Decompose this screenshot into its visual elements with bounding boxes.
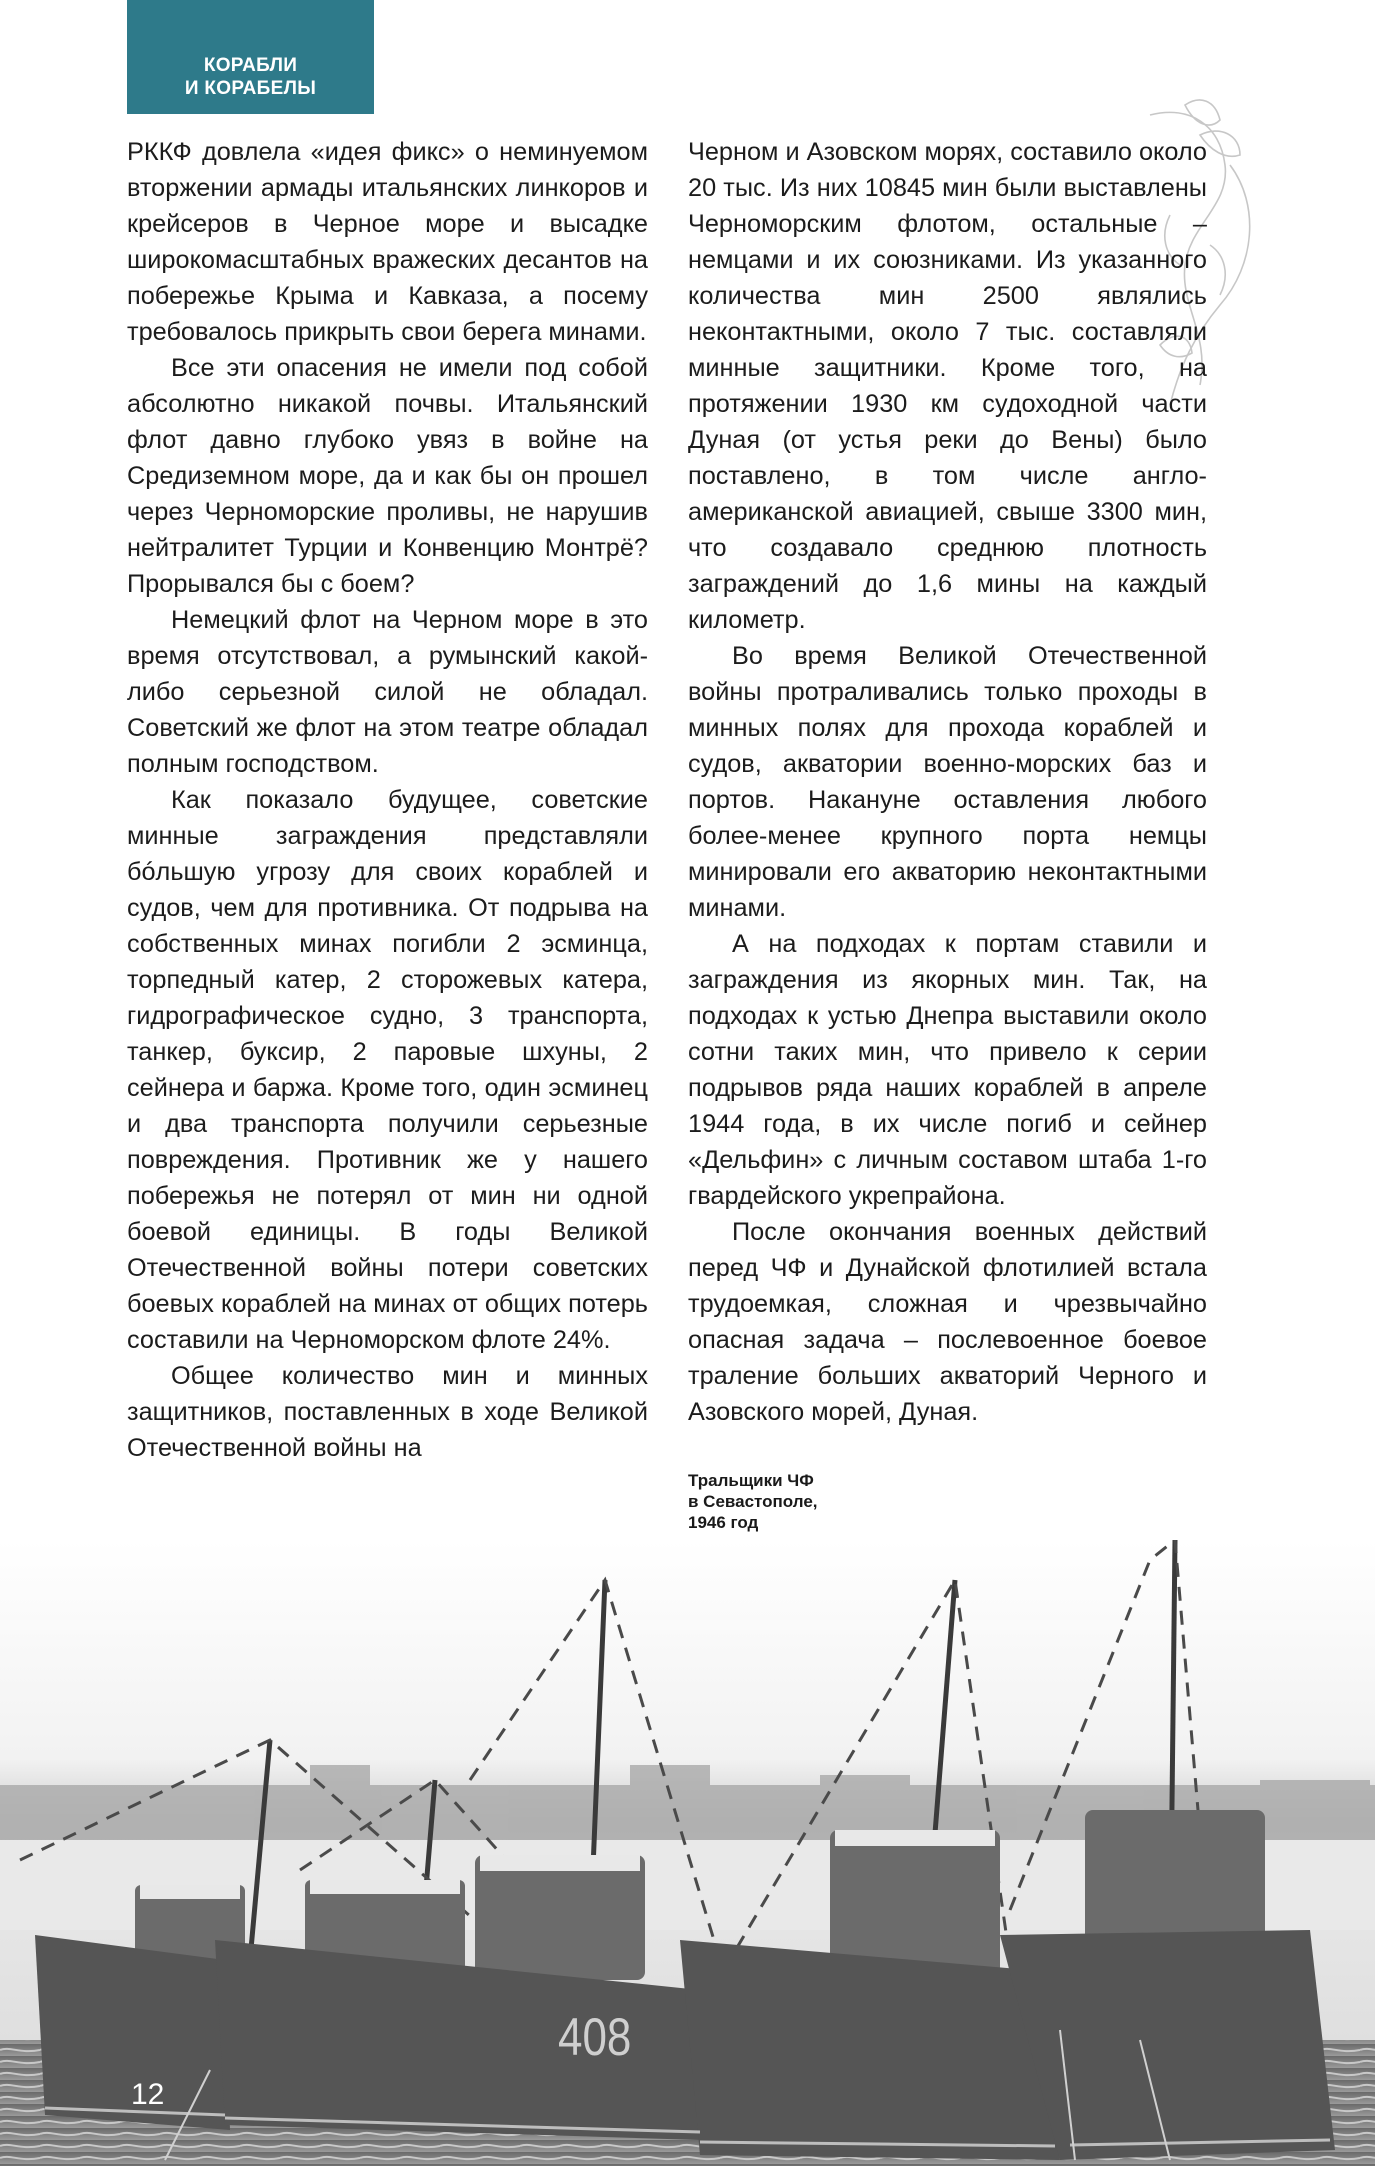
paragraph: Черном и Азовском морях, составило около 20 тыс. Из них 10845 мин были выставлены Черноморским флотом, остальные – немцами и их союзниками. Из указанного количества мин 2500 являлись неконтактными, около 7 тыс. составляли минные защитники. Кроме того, на протяжении 1930 км судоходной части Дуная (от устья реки до Вены) было поставлено, в том числе англо-американской авиацией, свыше 3300 мин, что создавало среднюю плотность заграждений до 1,6 мины на каждый километр. bbox=[688, 138, 1207, 634]
caption-line: в Севастополе, bbox=[688, 1492, 818, 1511]
article-column-left bbox=[127, 134, 648, 1466]
caption-line: 1946 год bbox=[688, 1513, 759, 1532]
paragraph: Как показало будущее, советские минные заграждения представляли бóльшую угрозу для своих кораблей и судов, чем для противника. От подрыва на собственных минах погибли 2 эсминца, торпедный катер, 2 сторожевых катера, гидрографическое судно, 3 транспорта, танкер, буксир, 2 паровые шхуны, 2 сейнера и баржа. Кроме того, один эсминец и два транспорта получили серьезные повреждения. Противник же у нашего побережья не потерял от мин ни одной боевой единицы. В годы Великой Отечественной войны потери советских боевых кораблей на минах от общих потерь составили на Черноморском флоте 24%. bbox=[127, 786, 648, 1354]
section-badge bbox=[127, 0, 374, 114]
paragraph: А на подходах к портам ставили и заграждения из якорных мин. Так, на подходах к устью Днепра выставили около сотни таких мин, что привело к серии подрывов ряда наших кораблей в апреле 1944 года, в их числе погиб и сейнер «Дельфин» с личным составом штаба 1-го гвардейского укрепрайона. bbox=[688, 930, 1207, 1210]
paragraph: Общее количество мин и минных защитников, поставленных в ходе Великой Отечественной войны на bbox=[127, 1362, 648, 1462]
paragraph: Немецкий флот на Черном море в это время отсутствовал, а румынский какой-либо серьезной силой не обладал. Советский же флот на этом театре обладал полным господством. bbox=[127, 606, 648, 778]
paragraph: Во время Великой Отечественной войны протраливались только проходы в минных полях для прохода кораблей и судов, акватории военно-морских баз и портов. Накануне оставления любого более-менее крупного порта немцы минировали его акваторию неконтактными минами. bbox=[688, 642, 1207, 922]
minesweepers-photo bbox=[0, 1540, 1375, 2166]
paragraph: Все эти опасения не имели под собой абсолютно никакой почвы. Итальянский флот давно глубоко увяз в войне на Средиземном море, да и как бы он прошел через Черноморские проливы, не нарушив нейтралитет Турции и Конвенцию Монтрё? Прорывался бы с боем? bbox=[127, 354, 648, 598]
hull-number: 408 bbox=[558, 2008, 632, 2067]
paragraph: После окончания военных действий перед ЧФ и Дунайской флотилией встала трудоемкая, сложная и чрезвычайно опасная задача – послевоенное боевое траление больших акваторий Черного и Азовского морей, Дуная. bbox=[688, 1218, 1207, 1426]
photo-caption bbox=[688, 1470, 908, 1533]
caption-line: Тральщики ЧФ bbox=[688, 1471, 814, 1490]
section-title-line2: И КОРАБЕЛЫ bbox=[184, 78, 317, 99]
section-title-line1: КОРАБЛИ bbox=[203, 55, 298, 76]
article-column-right bbox=[688, 134, 1207, 1430]
paragraph: РККФ довлела «идея фикс» о неминуемом вторжении армады итальянских линкоров и крейсеров в Черное море и высадке широкомасштабных вражеских десантов на побережье Крыма и Кавказа, а посему требовалось прикрыть свои берега минами. bbox=[127, 138, 648, 346]
page-number: 12 bbox=[131, 2078, 165, 2111]
